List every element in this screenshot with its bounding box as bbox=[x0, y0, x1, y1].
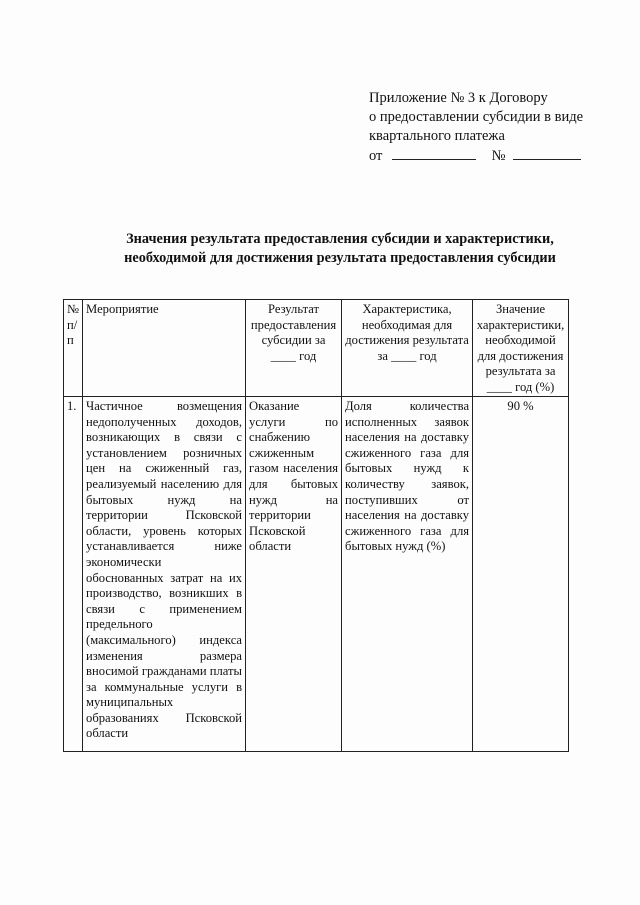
header-event: Мероприятие bbox=[83, 300, 246, 397]
row-event: Частичное возмещения недополученных доходов, возникающих в связи с установлением розничных цен на сжиженный газ, реализуемый населению для бытовых нужд на территории Псковской области, уровень которых устанавливается ниже экономически обоснованных затрат на их производство, возникших в связи с применением предельного (максимального) индекса изменения размера вносимой гражданами платы за коммунальные услуги в муниципальных образованиях Псковской области bbox=[83, 397, 246, 752]
title-line-1: Значения результата предоставления субсидии и характеристики, bbox=[126, 231, 554, 247]
date-blank bbox=[392, 146, 476, 160]
appendix-line-1: Приложение № 3 к Договору bbox=[369, 90, 548, 106]
table-row bbox=[64, 397, 569, 752]
document-title bbox=[60, 230, 620, 268]
row-value: 90 % bbox=[473, 397, 569, 752]
appendix-date-number-line bbox=[369, 146, 609, 166]
header-value: Значение характеристики, необходимой для достижения результата за ____ год (%) bbox=[473, 300, 569, 397]
row-num: 1. bbox=[64, 397, 83, 752]
appendix-line-2: о предоставлении субсидии в виде bbox=[369, 109, 584, 125]
table-header-row bbox=[64, 300, 569, 397]
from-label: от bbox=[369, 148, 383, 164]
header-result: Результат предоставления субсидии за ____ год bbox=[246, 300, 342, 397]
title-line-2: необходимой для достижения результата предоставления субсидии bbox=[124, 250, 556, 266]
header-characteristic: Характеристика, необходимая для достижения результата за ____ год bbox=[342, 300, 473, 397]
appendix-block bbox=[369, 89, 609, 166]
appendix-line-3: квартального платежа bbox=[369, 128, 505, 144]
row-result: Оказание услуги по снабжению сжиженным газом населения для бытовых нужд на территории Псковской области bbox=[246, 397, 342, 752]
number-blank bbox=[513, 146, 581, 160]
header-num: № п/п bbox=[64, 300, 83, 397]
row-characteristic: Доля количества исполненных заявок населения на доставку сжиженного газа для бытовых нужд к количеству заявок, поступивших от населения на доставку сжиженного газа для бытовых нужд (%) bbox=[342, 397, 473, 752]
results-table bbox=[63, 299, 569, 752]
number-label: № bbox=[491, 148, 506, 164]
